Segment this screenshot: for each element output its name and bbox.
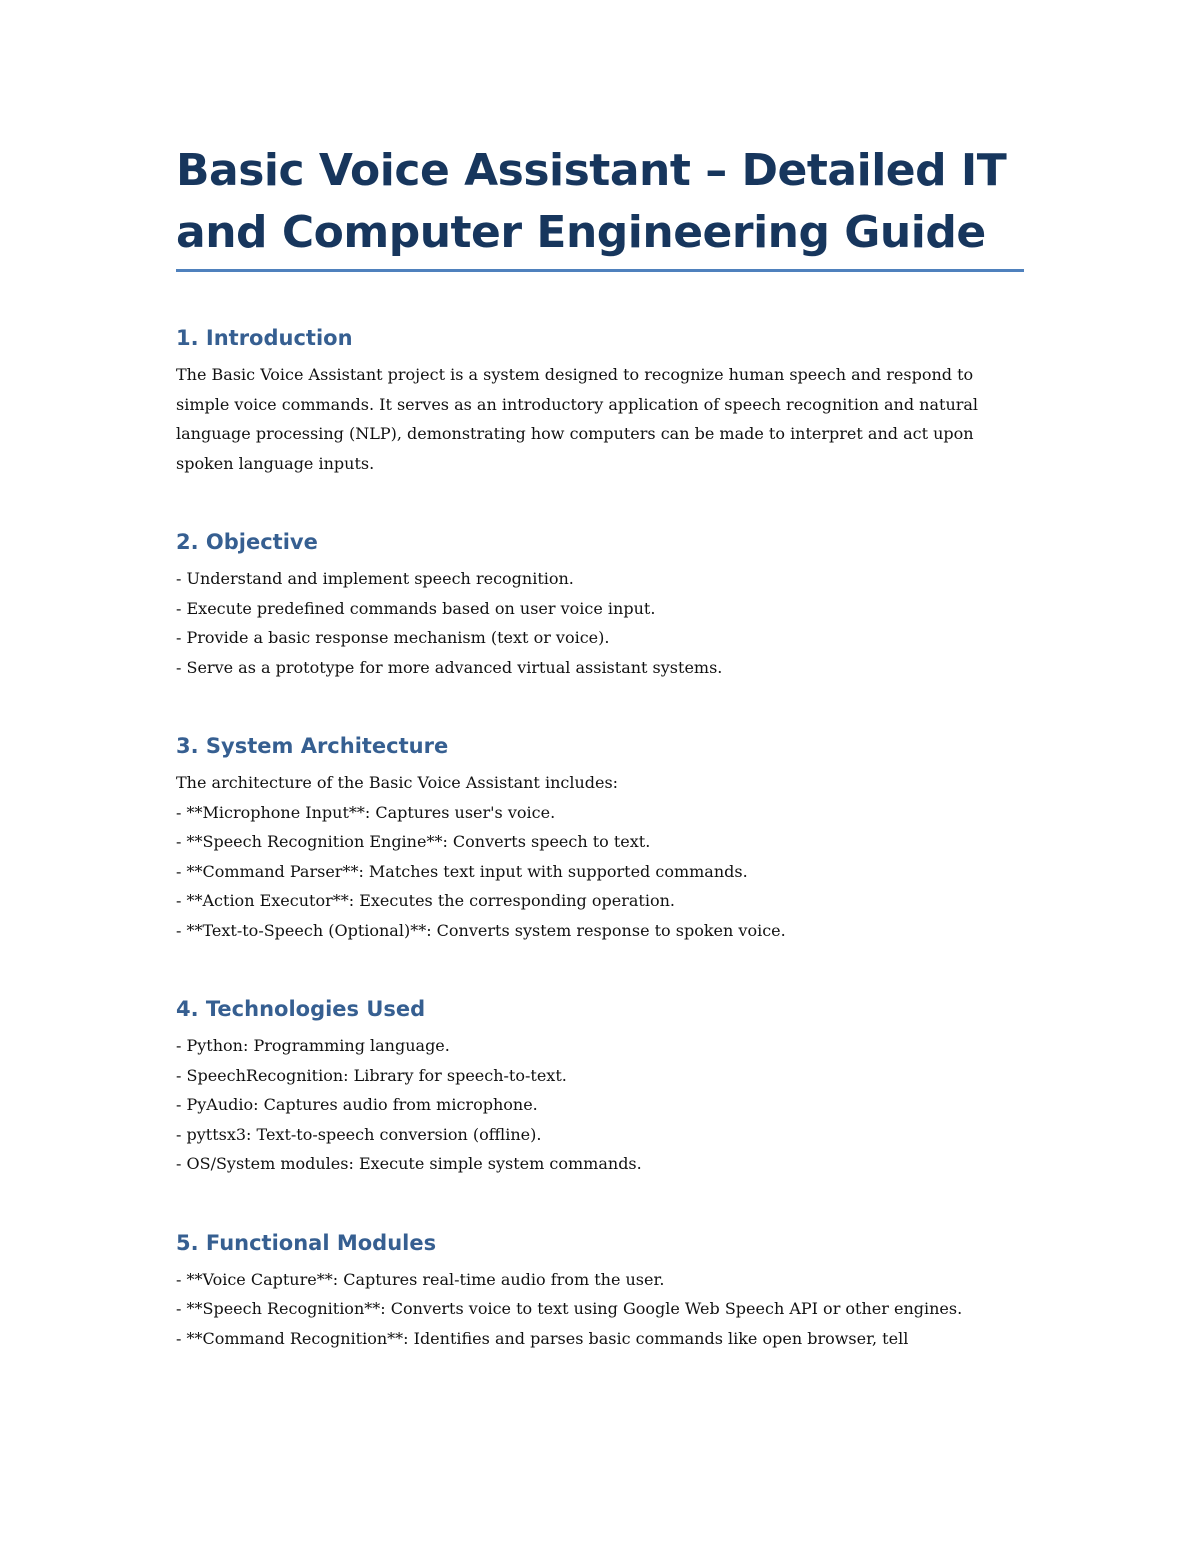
list-item: - **Voice Capture**: Captures real-time audio from the user. [176, 1269, 665, 1289]
document-title: Basic Voice Assistant – Detailed IT and Computer Engineering Guide [176, 145, 1007, 258]
section-functional-modules [176, 1229, 1026, 1354]
list-item: - Understand and implement speech recognition. [176, 569, 574, 588]
list-item: - OS/System modules: Execute simple system commands. [176, 1154, 642, 1173]
list-item: - Python: Programming language. [176, 1036, 450, 1055]
section-introduction [176, 324, 1026, 478]
list-item: - **Microphone Input**: Captures user's voice. [176, 802, 556, 822]
section-paragraph: The Basic Voice Assistant project is a system designed to recognize human speech and respond to simple voice commands. It serves as an introductory application of speech recognition and natural language processing (NLP), demonstrating how computers can be made to interpret and act upon spoken language inputs. [176, 365, 979, 473]
list-item: - **Speech Recognition**: Converts voice to text using Google Web Speech API or other engines. [176, 1299, 963, 1318]
list-item: - SpeechRecognition: Library for speech-to-text. [176, 1065, 567, 1085]
section-heading: 2. Objective [176, 530, 318, 554]
section-heading: 3. System Architecture [176, 734, 449, 758]
list-item: - Provide a basic response mechanism (text or voice). [176, 628, 610, 647]
section-heading: 1. Introduction [176, 326, 353, 350]
list-item: - **Text-to-Speech (Optional)**: Converts system response to spoken voice. [176, 920, 786, 940]
list-item: - **Action Executor**: Executes the corresponding operation. [176, 891, 675, 910]
list-intro: The architecture of the Basic Voice Assistant includes: [176, 773, 619, 792]
list-item: - **Command Recognition**: Identifies and parses basic commands like open browser, tell [176, 1328, 909, 1348]
list-item: - PyAudio: Captures audio from microphone. [176, 1095, 538, 1114]
list-item: - Serve as a prototype for more advanced virtual assistant systems. [176, 657, 723, 677]
section-heading: 4. Technologies Used [176, 997, 426, 1021]
section-objective [176, 528, 1026, 682]
list-item: - Execute predefined commands based on user voice input. [176, 598, 656, 618]
list-item: - pyttsx3: Text-to-speech conversion (offline). [176, 1124, 542, 1144]
list-item: - **Command Parser**: Matches text input with supported commands. [176, 861, 748, 881]
document-content [176, 140, 1026, 1353]
section-system-architecture [176, 732, 1026, 945]
section-technologies-used [176, 995, 1026, 1179]
title-underline [176, 269, 1024, 272]
section-heading: 5. Functional Modules [176, 1230, 437, 1255]
list-item: - **Speech Recognition Engine**: Converts speech to text. [176, 832, 651, 851]
